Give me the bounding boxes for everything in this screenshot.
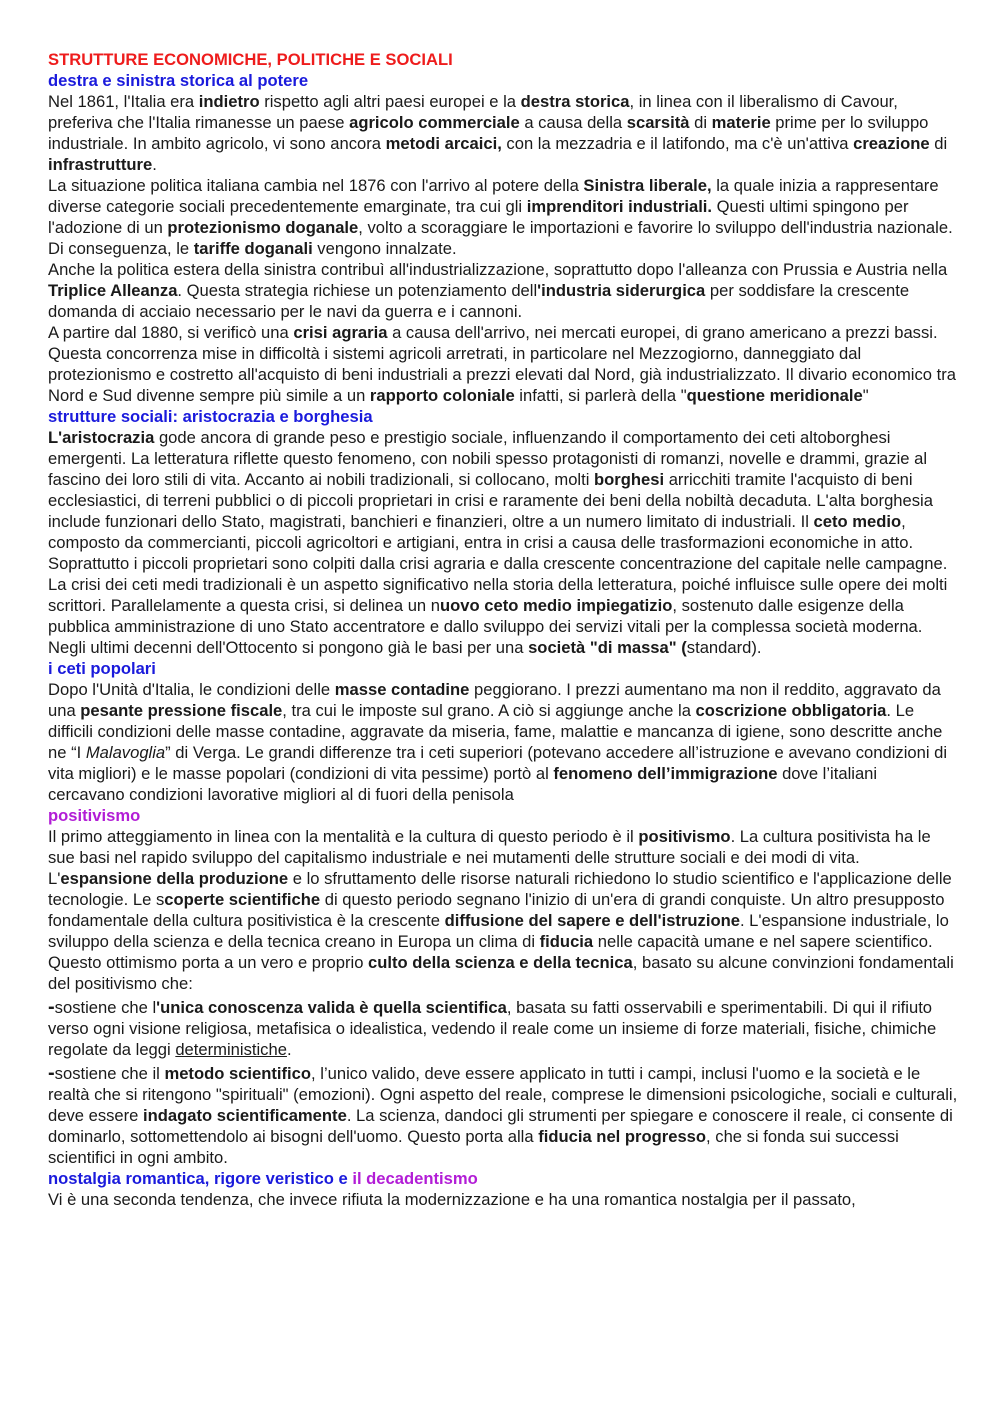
text-run: . (286, 1040, 292, 1059)
text-run: La situazione politica italiana cambia nel 1876 con l'arrivo al potere della (48, 176, 584, 195)
bold-text: masse contadine (334, 680, 470, 699)
text-run: nelle capacità umane e nel sapere scientifico. Questo ottimismo porta a un vero e proprio (48, 932, 933, 972)
text-run: sostiene che il (54, 1064, 165, 1083)
bullet-dash: - (48, 1062, 55, 1084)
bold-text: borghesi (594, 470, 665, 489)
text-run: , tra cui le imposte sul grano. A ciò si aggiunge anche la (282, 701, 696, 720)
bold-text: imprenditori industriali. (526, 197, 713, 216)
bold-text: ceto medio (813, 512, 902, 531)
bold-text: destra storica (520, 92, 630, 111)
text-run: a causa dell'arrivo, nei mercati europei, di grano americano a prezzi bassi. Questa concorrenza mise in difficoltà i sistemi agricoli arretrati, in particolare nel Mezzogiorno, danneggiato dal protezionismo e costretto all'acquisto di beni industriali a prezzi elevati dal Nord, già industrializzato. Il divario economico tra Nord e Sud divenne sempre più simile a un (48, 323, 956, 405)
bullet-paragraph (48, 1063, 958, 1168)
bold-text: Sinistra liberale, (583, 176, 712, 195)
italic-text: Malavoglia (85, 743, 166, 762)
section-heading-destra-sinistra: destra e sinistra storica al potere (48, 71, 309, 90)
text-run: sostiene che l (54, 998, 157, 1017)
bold-text: diffusione del sapere e dell'istruzione (444, 911, 740, 930)
bold-text: tariffe doganali (193, 239, 313, 258)
paragraph (48, 826, 958, 994)
section-heading-positivismo: positivismo (48, 806, 141, 825)
section-body-positivismo (48, 826, 958, 1168)
text-run: rispetto agli altri paesi europei e la (259, 92, 521, 111)
paragraph (48, 679, 958, 805)
text-run: , volto a scoraggiare le importazioni e favorire lo sviluppo dell'industria nazionale. Di conseguenza, le (48, 218, 953, 258)
paragraph (48, 175, 958, 259)
section-body-strutture-sociali (48, 427, 958, 658)
bold-text: società "di massa" ( (528, 638, 687, 657)
bold-text: fiducia nel progresso (538, 1127, 707, 1146)
text-run: Dopo l'Unità d'Italia, le condizioni delle (48, 680, 335, 699)
section-body-destra-sinistra (48, 91, 958, 406)
bullet-paragraph (48, 997, 958, 1060)
section-body-ceti-popolari (48, 679, 958, 805)
bold-text: pesante pressione fiscale (80, 701, 283, 720)
section-heading-strutture-sociali: strutture sociali: aristocrazia e borghesia (48, 407, 373, 426)
section-heading-ceti-popolari: i ceti popolari (48, 659, 156, 678)
paragraph (48, 259, 958, 322)
bold-text: infrastrutture (48, 155, 153, 174)
text-run: con la mezzadria e il latifondo, ma c'è un'attiva (501, 134, 854, 153)
text-run: ” di Verga. Le grandi differenze tra i ceti superiori (potevano accedere all’istruzione e avevano condizioni di vita migliori) e le masse popolari (condizioni di vita pessime) portò al (48, 743, 948, 783)
bold-text: metodi arcaici, (385, 134, 502, 153)
text-run: " (862, 386, 869, 405)
bold-text: espansione della produzione (60, 869, 289, 888)
text-run: Anche la politica estera della sinistra contribuì all'industrializzazione, soprattutto dopo l'alleanza con Prussia e Austria nella (48, 260, 948, 279)
bold-text: L'aristocrazia (48, 428, 155, 447)
bold-text: crisi agraria (293, 323, 388, 342)
text-run: la quale inizia a rappresentare diverse categorie sociali precedentemente emarginate, tra cui gli (48, 176, 939, 216)
bold-text: questione meridionale (686, 386, 863, 405)
bold-text: fenomeno dell’immigrazione (553, 764, 778, 783)
bold-text: uovo ceto medio impiegatizio (440, 596, 673, 615)
underlined-text: deterministiche (175, 1040, 287, 1059)
bold-text: creazione (853, 134, 930, 153)
page-title: STRUTTURE ECONOMICHE, POLITICHE E SOCIALI (48, 50, 453, 69)
text-run: di (929, 134, 948, 153)
bold-text: indietro (198, 92, 260, 111)
bold-text: 'unica conoscenza valida è quella scientifica (156, 998, 507, 1017)
text-run: , composto da commercianti, piccoli agricoltori e artigiani, entra in crisi a causa delle trasformazioni economiche in atto. Soprattutto i piccoli proprietari sono colpiti dalla crisi agraria e dalla crescente concentrazione del capitale nelle campagne. La crisi dei ceti medi tradizionali è un aspetto significativo nella storia della letteratura, poiché influisce sulle opere dei molti scrittori. Parallelamente a questa crisi, si delinea un n (48, 512, 948, 615)
bold-text: coscrizione obbligatoria (695, 701, 887, 720)
text-run: . Le difficili condizioni delle masse contadine, aggravate da miseria, fame, malattie e mancanza di igiene, sono descritte anche ne “I (48, 701, 943, 762)
text-run: . Questa strategia richiese un potenziamento dell (177, 281, 538, 300)
paragraph (48, 91, 958, 175)
bold-text: protezionismo doganale (167, 218, 359, 237)
section-heading-nostalgia (48, 1168, 958, 1189)
text-run: , basata su fatti osservabili e sperimentabili. Di qui il rifiuto verso ogni visione religiosa, metafisica o idealistica, vedendo il reale come un insieme di forze materiali, fisiche, chimiche regolate da leggi (48, 998, 937, 1059)
text-run: , in linea con il liberalismo di Cavour, preferiva che l'Italia rimanesse un paese (48, 92, 898, 132)
text-run: Nel 1861, l'Italia era (48, 92, 199, 111)
text-run: . (152, 155, 157, 174)
text-run: A partire dal 1880, si verificò una (48, 323, 294, 342)
text-run: . La cultura positivista ha le sue basi nel rapido sviluppo del capitalismo industriale e nei mutamenti delle strutture sociali e dei modi di vita. L' (48, 827, 931, 888)
bold-text: metodo scientifico (164, 1064, 312, 1083)
text-run: di (689, 113, 712, 132)
text-run: arricchiti tramite l'acquisto di beni ecclesiastici, di terreni pubblici o di piccoli proprietari in crisi e raramente dei beni della nobiltà decaduta. L'alta borghesia include funzionari dello Stato, magistrati, banchieri e finanzieri, oltre a un numero limitato di industriali. Il (48, 470, 933, 531)
text-run: , basato su alcune convinzioni fondamentali del positivismo che: (48, 953, 954, 993)
text-run: di questo periodo segnano l'inizio di un'era di grandi conquiste. Un altro presupposto fondamentale della cultura positivistica è la crescente (48, 890, 945, 930)
text-run: peggiorano. I prezzi aumentano ma non il reddito, aggravato da una (48, 680, 941, 720)
text-run: gode ancora di grande peso e prestigio sociale, influenzando il comportamento dei ceti altoborghesi emergenti. La letteratura riflette questo fenomeno, con nobili spesso protagonisti di romanzi, novelle e drammi, grazie al fascino dei loro stili di vita. Accanto ai nobili tradizionali, si collocano, molti (48, 428, 928, 489)
bold-text: Triplice Alleanza (48, 281, 178, 300)
bold-text: culto della scienza e della tecnica (368, 953, 633, 972)
heading-part-blue: nostalgia romantica, rigore veristico e (48, 1169, 353, 1188)
bold-text: coperte scientifiche (164, 890, 321, 909)
bold-text: indagato scientificamente (143, 1106, 347, 1125)
text-run: , sostenuto dalle esigenze della pubblica amministrazione di uno Stato accentratore e dallo sviluppo dei servizi vitali per la complessa società moderna. Negli ultimi decenni dell'Ottocento si pongono già le basi per una (48, 596, 923, 657)
paragraph: Vi è una seconda tendenza, che invece rifiuta la modernizzazione e ha una romantica nostalgia per il passato, (48, 1190, 856, 1209)
heading-part-purple: il decadentismo (352, 1169, 478, 1188)
text-run: a causa della (519, 113, 627, 132)
text-run: standard). (686, 638, 762, 657)
paragraph (48, 322, 958, 406)
text-run: vengono innalzate. (312, 239, 457, 258)
text-run: Il primo atteggiamento in linea con la mentalità e la cultura di questo periodo è il (48, 827, 639, 846)
bold-text: fiducia (539, 932, 594, 951)
bold-text: scarsità (626, 113, 690, 132)
text-run: , che si fonda sui successi scientifici in ogni ambito. (48, 1127, 899, 1167)
text-run: . La scienza, dandoci gli strumenti per spiegare e conoscere il reale, ci consente di dominarlo, sottomettendolo ai bisogni dell'uomo. Questo porta alla (48, 1106, 953, 1146)
text-run: Questi ultimi spingono per l'adozione di un (48, 197, 909, 237)
text-run: , l’unico valido, deve essere applicato in tutti i campi, inclusi l'uomo e la società e le realtà che si ritengono "spirituali" (emozioni). Ogni aspetto del reale, comprese le dimensioni psicologiche, sociali e culturali, deve essere (48, 1064, 958, 1125)
document-page (48, 49, 958, 1210)
text-run: e lo sfruttamento delle risorse naturali richiedono lo studio scientifico e l'applicazione delle tecnologie. Le s (48, 869, 952, 909)
bullet-dash: - (48, 996, 55, 1018)
text-run: per soddisfare la crescente domanda di acciaio necessario per le navi da guerra e i cannoni. (48, 281, 910, 321)
text-run: dove l’italiani cercavano condizioni lavorative migliori al di fuori della penisola (48, 764, 878, 804)
text-run: . L'espansione industriale, lo sviluppo della scienza e della tecnica creano in Europa un clima di (48, 911, 949, 951)
paragraph (48, 427, 958, 658)
text-run: prime per lo sviluppo industriale. In ambito agricolo, vi sono ancora (48, 113, 929, 153)
bold-text: agricolo commerciale (349, 113, 520, 132)
text-run: infatti, si parlerà della " (514, 386, 687, 405)
bold-text: rapporto coloniale (369, 386, 515, 405)
bold-text: materie (711, 113, 771, 132)
bold-text: 'industria siderurgica (537, 281, 706, 300)
bold-text: positivismo (638, 827, 731, 846)
